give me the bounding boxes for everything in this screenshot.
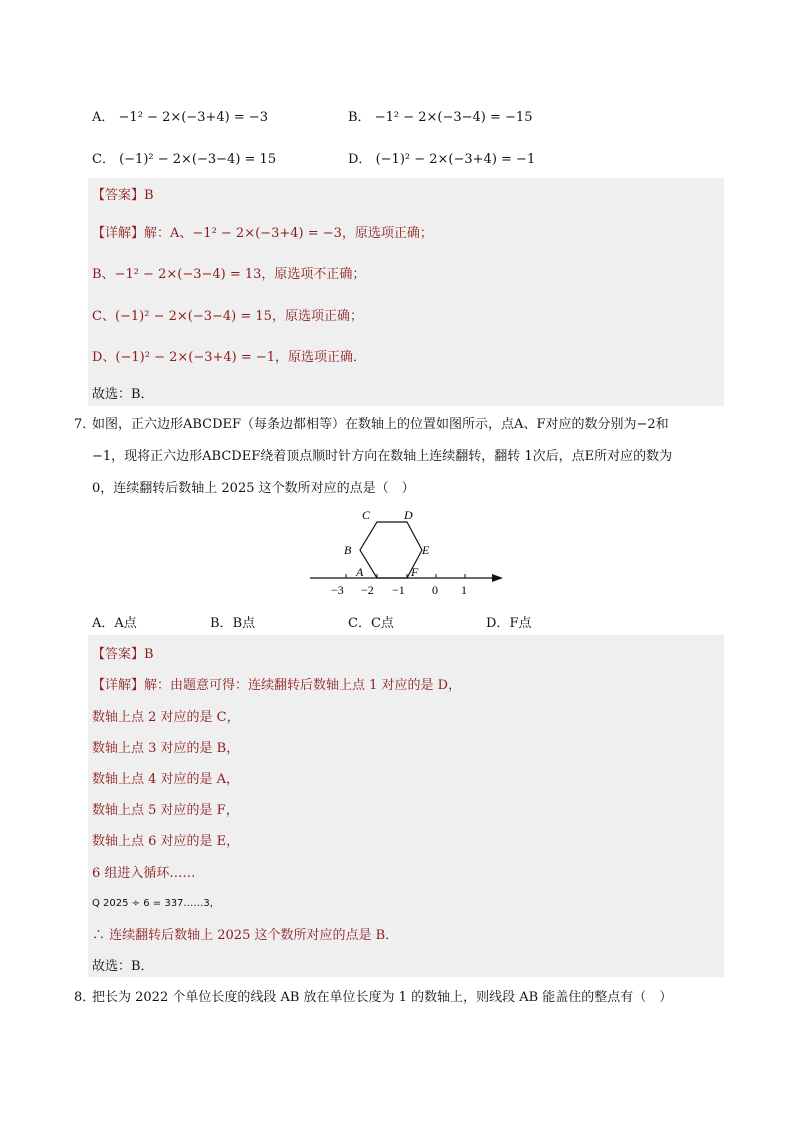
q6-answer-line bbox=[92, 184, 154, 203]
q6-detail-line-3: C、(−1)² − 2×(−3−4) = 15，原选项正确； bbox=[92, 309, 363, 324]
vertex-label-d: D bbox=[404, 508, 413, 522]
q8-stem: 把长为 2022 个单位长度的线段 AB 放在单位长度为 1 的数轴上，则线段 AB 能盖住的整点有（ ） bbox=[92, 990, 673, 1005]
tick-label: 0 bbox=[432, 583, 438, 597]
detail-tag: 【详解】 bbox=[92, 678, 145, 693]
q6-option-c bbox=[92, 148, 276, 167]
option-expression: −1² − 2×(−3−4) = −15 bbox=[374, 110, 533, 125]
q7-detail-line: 数轴上点 6 对应的是 E， bbox=[92, 834, 240, 849]
answer-value: B bbox=[144, 647, 154, 662]
answer-value: B bbox=[144, 188, 154, 203]
option-text: A点 bbox=[114, 616, 137, 631]
tick-label: −2 bbox=[361, 583, 374, 597]
option-label: A． bbox=[92, 616, 115, 631]
option-label: D． bbox=[348, 152, 372, 167]
option-text: F点 bbox=[509, 616, 532, 631]
option-expression: (−1)² − 2×(−3+4) = −1 bbox=[375, 152, 536, 167]
q7-option-b bbox=[210, 612, 255, 631]
q7-stem-line-1: 如图，正六边形ABCDEF（每条边都相等）在数轴上的位置如图所示，点A、F对应的数分别为−2和 bbox=[92, 417, 669, 432]
q7-number: 7． bbox=[74, 417, 96, 432]
q7-detail-line: 数轴上点 3 对应的是 B， bbox=[92, 741, 240, 756]
tick-label: 1 bbox=[461, 583, 467, 597]
q7-stem-line-3: 0，连续翻转后数轴上 2025 这个数所对应的点是（ ） bbox=[92, 481, 415, 496]
q6-detail-line-2: B、−1² − 2×(−3−4) = 13，原选项不正确； bbox=[92, 267, 366, 282]
q6-option-a bbox=[92, 106, 268, 125]
detail-text: 解：由题意可得：连续翻转后数轴上点 1 对应的是 D， bbox=[144, 678, 462, 693]
q7-option-d bbox=[486, 612, 531, 631]
q6-detail-line-4: D、(−1)² − 2×(−3+4) = −1，原选项正确． bbox=[92, 350, 367, 365]
vertex-label-f: F bbox=[411, 565, 419, 579]
detail-tag: 【详解】 bbox=[92, 226, 145, 241]
answer-tag: 【答案】 bbox=[92, 647, 145, 662]
q6-conclusion: 故选：B． bbox=[92, 387, 154, 402]
option-label: C． bbox=[92, 152, 115, 167]
option-label: C． bbox=[348, 616, 371, 631]
answer-tag: 【答案】 bbox=[92, 188, 145, 203]
option-label: D． bbox=[486, 616, 510, 631]
q7-detail-first bbox=[92, 674, 461, 693]
q7-detail-line: 6 组进入循环…… bbox=[92, 866, 196, 881]
q7-detail-line: 数轴上点 2 对应的是 C， bbox=[92, 710, 240, 725]
q6-answer-block bbox=[88, 178, 724, 406]
vertex-label-c: C bbox=[362, 508, 371, 522]
q7-detail-line: 数轴上点 5 对应的是 F， bbox=[92, 803, 239, 818]
vertex-label-a: A bbox=[356, 565, 364, 579]
q7-conclusion: 故选：B． bbox=[92, 959, 154, 974]
q7-therefore-line: ∴ 连续翻转后数轴上 2025 这个数所对应的点是 B． bbox=[92, 928, 399, 943]
q7-option-c bbox=[348, 612, 394, 631]
q7-option-a bbox=[92, 612, 137, 631]
option-label: A． bbox=[92, 110, 115, 125]
option-label: B． bbox=[348, 110, 371, 125]
q6-option-b bbox=[348, 106, 532, 125]
tick-label: −1 bbox=[392, 583, 405, 597]
q6-detail-line-1 bbox=[92, 222, 433, 241]
q7-detail-line: 数轴上点 4 对应的是 A， bbox=[92, 772, 240, 787]
option-text: C点 bbox=[370, 616, 394, 631]
q8-number: 8． bbox=[74, 990, 96, 1005]
option-expression: −1² − 2×(−3+4) = −3 bbox=[118, 110, 269, 125]
q7-answer-line bbox=[92, 643, 154, 662]
vertex-label-e: E bbox=[422, 543, 430, 557]
q6-option-d bbox=[348, 148, 535, 167]
q7-stem-line-2: −1，现将正六边形ABCDEF绕着顶点顺时针方向在数轴上连续翻转，翻转 1次后，点E所对应的数为 bbox=[92, 449, 673, 464]
option-label: B． bbox=[210, 616, 233, 631]
detail-text: 解：A、−1² − 2×(−3+4) = −3，原选项正确； bbox=[144, 226, 433, 241]
q7-calc-line: Q 2025 ÷ 6 = 337……3， bbox=[92, 898, 220, 909]
vertex-label-b: B bbox=[344, 543, 352, 557]
option-expression: (−1)² − 2×(−3−4) = 15 bbox=[119, 152, 277, 167]
option-text: B点 bbox=[232, 616, 256, 631]
arrow-head-icon bbox=[492, 574, 503, 582]
tick-label: −3 bbox=[331, 583, 344, 597]
hexagon-number-line-figure bbox=[300, 505, 510, 600]
